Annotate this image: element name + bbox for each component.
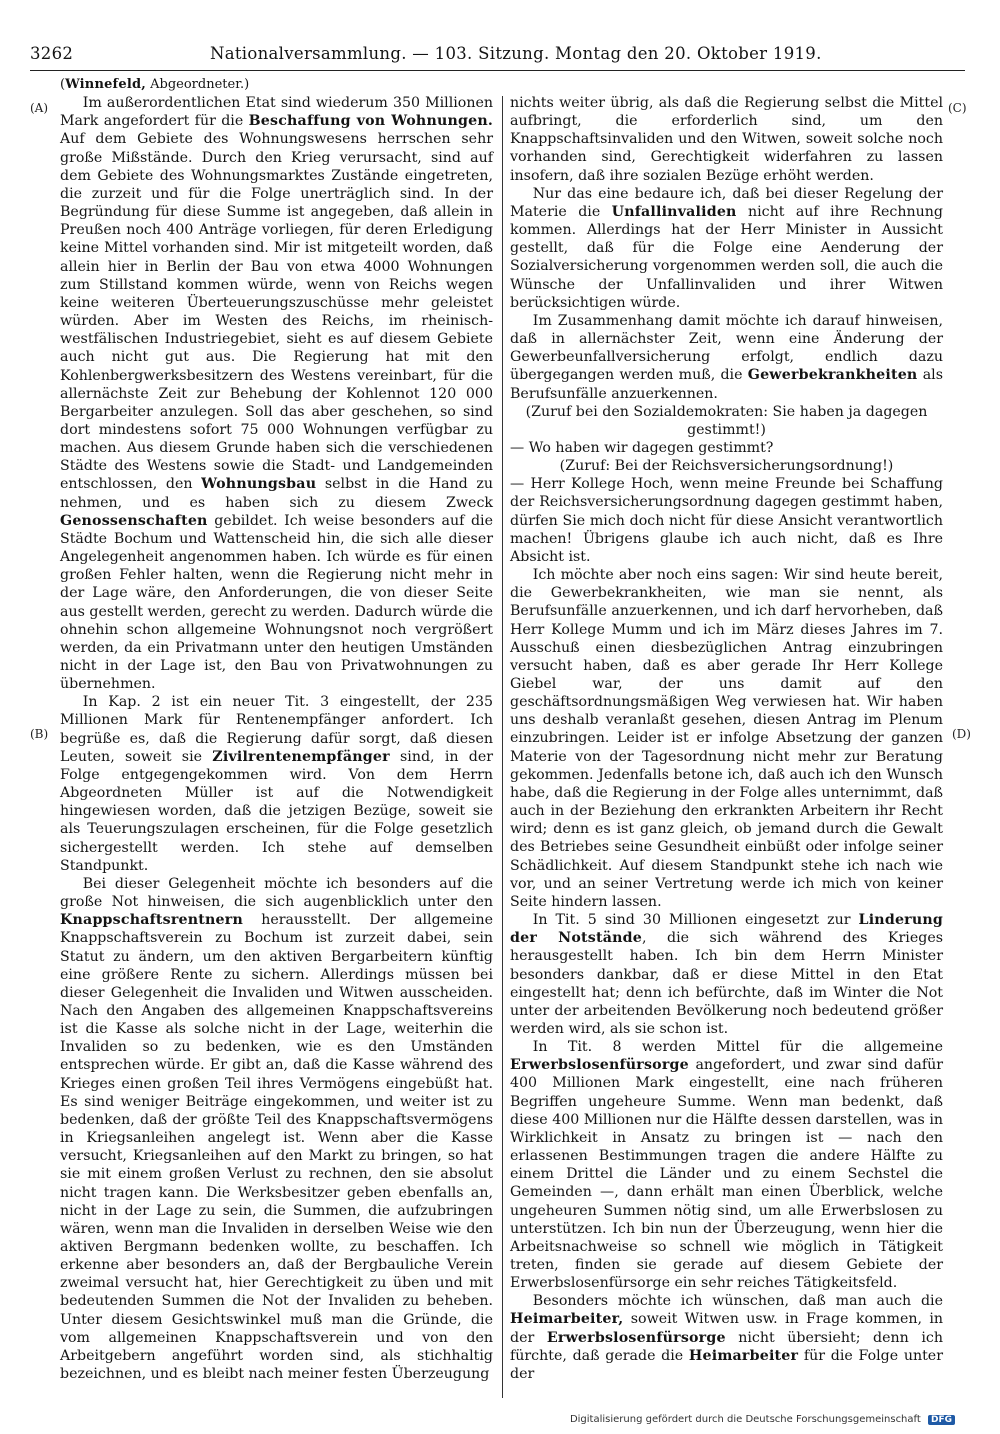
emphasis: Heimarbeiter <box>688 1347 799 1364</box>
emphasis: Beschaffung von Wohnungen. <box>248 113 493 130</box>
text-run: soweit Witwen usw. in Frage kommen, in der <box>510 1311 943 1346</box>
text-run: Auf dem Gebiete des Wohnungswesens herrschen sehr große Mißstände. Durch den Krieg verursacht, sind auf dem Gebiete des Wohnungsmarktes Zustände eingetreten, die zurzeit und für die Folge unerträglich sind. In der Begründung für diese Summe ist angegeben, daß allein in Preußen noch 400 Anträge vorliegen, für deren Erledigung keine Mittel vorhanden sind. Mir ist mitgeteilt worden, daß allein hier in Berlin der Bau von etwa 4000 Wohnungen zum Stillstand kommen würde, wenn von Reichs wegen keine weiteren Überteuerungszuschüsse mehr geleistet würden. Aber im Westen des Reichs, im rheinisch-westfälischen Industriegebiet, sieht es auf diesem Gebiete auch nicht gut aus. Die Regierung hat mit den Kohlenbergwerksbesitzern des Westens vereinbart, für die allernächste Zeit zur Behebung der Kohlennot 120 000 Bergarbeiter anzulegen. Soll das aber geschehen, so sind dort mindestens sofort 75 000 Wohnungen verfügbar zu machen. Aus diesem Grunde haben sich die verschiedenen Städte des Westens sowie die Stadt- und Landgemeinden entschlossen, den <box>60 131 493 493</box>
paragraph: Ich möchte aber noch eins sagen: Wir sind heute bereit, die Gewerbekrankheiten, wie man sie nennt, als Berufsunfälle anzuerkennen, und ich darf hervorheben, daß Herr Kollege Mumm und ich im März dieses Jahres im 7. Ausschuß einen diesbezüglichen Antrag einzubringen versucht haben, daß es aber gerade Ihr Herr Kollege Giebel war, der uns damit auf den geschäftsordnungsmäßigen Weg verwiesen hat. Wir haben uns deshalb veranlaßt gesehen, diesen Antrag im Plenum einzubringen. Leider ist er infolge Absetzung der ganzen Materie von der Tagesordnung nicht mehr zur Beratung gekommen. Jedenfalls betone ich, daß auch ich den Wunsch habe, daß die Regierung in der Folge alles unternimmt, daß auch in der Beziehung den erkrankten Arbeitern ihr Recht wird; denn es ist ganz gleich, ob jemand durch die Gewalt des Betriebes seine Gesundheit einbüßt oder infolge seiner Schädlichkeit. Auf diesem Standpunkt stehe ich nach wie vor, und an seiner Vertretung werde ich mich von keiner Seite hindern lassen. <box>510 567 943 910</box>
text-run: In Tit. 8 werden Mittel für die allgemeine <box>532 1039 943 1056</box>
emphasis: Gewerbekrankheiten <box>747 367 918 384</box>
paragraph: nichts weiter übrig, als daß die Regierung selbst die Mittel aufbringt, die erforderlich sind, um den Knappschaftsinvaliden und den Witwen, soweit solche noch vorhanden sind, Gerechtigkeit widerfahren zu lassen insofern, daß ihre sozialen Bezüge erhöht werden. <box>510 95 943 184</box>
text-run: In Tit. 5 sind 30 Millionen eingesetzt zur <box>532 912 859 929</box>
paragraph <box>60 94 493 693</box>
text-run: selbst in die Hand zu nehmen, und es haben sich zu diesem Zweck <box>60 476 494 511</box>
text-run: als Berufsunfälle anzuerkennen. <box>510 367 943 402</box>
header-rule <box>30 70 965 71</box>
emphasis: Erwerbslosenfürsorge <box>510 1057 689 1074</box>
text-run: gebildet. Ich weise besonders auf die Städte Bochum und Wattenscheid hin, die sich alle dieser Angelegenheit angenommen haben. Ich würde es für einen großen Fehler halten, wenn die Regierung nicht mehr in der Lage wäre, den Anforderungen, die von dieser Seite aus gestellt werden, gerecht zu werden. Dadurch würde die ohnehin schon allgemeine Wohnungsnot noch vergrößert werden, da ein Privatmann unter den heutigen Umständen nicht in der Lage ist, den Bau von Privatwohnungen zu übernehmen. <box>60 512 494 693</box>
text-run: Im Zusammenhang damit möchte ich darauf hinweisen, daß in allernächster Zeit, wenn eine Änderung der Gewerbeunfallversicherung erfolgt, endlich dazu übergegangen werden muß, die <box>510 312 943 384</box>
column-divider <box>502 96 503 1398</box>
text-run: sind, in der Folge entgegengekommen wird. Von dem Herrn Abgeordneten Müller ist auf die Notwendigkeit hingewiesen worden, daß die jetzigen Bezüge, soweit sie als Teuerungszulagen erscheinen, für die Folge gesetzlich sichergestellt werden. Ich stehe auf demselben Standpunkt. <box>60 748 494 874</box>
paragraph <box>510 1038 943 1292</box>
emphasis: Erwerbslosenfürsorge <box>546 1329 726 1346</box>
emphasis: Heimarbeiter, <box>510 1311 624 1328</box>
margin-mark-c: (C) <box>948 101 967 115</box>
right-column <box>510 94 943 1383</box>
margin-mark-b: (B) <box>30 727 49 741</box>
paragraph: — Herr Kollege Hoch, wenn meine Freunde bei Schaffung der Reichsversicherungsordnung dagegen gestimmt haben, dürfen Sie mich doch nicht für diese Ansicht verantwortlich machen! Übrigens glaube ich auch nicht, daß es Ihre Absicht ist. <box>510 476 943 565</box>
text-run: für die Folge unter der <box>510 1347 943 1382</box>
emphasis: Zivilrentenempfänger <box>212 748 390 765</box>
emphasis: Unfallinvaliden <box>611 203 737 220</box>
text-run: nicht übersieht; denn ich fürchte, daß gerade die <box>510 1329 943 1364</box>
text-run: herausstellt. Der allgemeine Knappschaftsverein zu Bochum ist zurzeit dabei, sein Statut zu ändern, um den aktiven Bergarbeitern künftig eine größere Rente zu sichern. Allerdings müssen bei dieser Gelegenheit die Invaliden und Witwen ausscheiden. Nach den Angaben des allgemeinen Knappschaftsvereins ist die Kasse als solche nicht in der Lage, weiterhin die Invaliden so zu bedenken, wie es den Umständen entsprechen würde. Er gibt an, daß die Kasse während des Krieges einen großen Teil ihres Vermögens eingebüßt hat. Es sind weniger Beiträge eingekommen, und weiter ist zu bedenken, daß der größte Teil des Knappschaftsvermögens in Kriegsanleihen angelegt ist. Wenn aber die Kasse versucht, Kriegsanleihen auf den Markt zu bringen, so hat sie mit einem großen Verlust zu rechnen, den sie absolut nicht tragen kann. Die Werksbesitzer geben ebenfalls an, nicht in der Lage zu sein, die Summen, die aufzubringen wären, wenn man die Invaliden in derselben Weise wie den aktiven Bergmann bedenken wollte, zu beschaffen. Ich erkenne aber besonders an, daß der Bergbauliche Verein zweimal versucht hat, hier Gerechtigkeit zu üben und mit bedeutenden Summen die Not der Invaliden zu beheben. Unter diesem Gesichtswinkel muß man die Gründe, die vom allgemeinen Knappschaftsverein und von den Arbeitgebern angeführt worden sind, als stichhaltig bezeichnen, und es bleibt nach meiner festen Überzeugung <box>60 912 493 1383</box>
margin-mark-d: (D) <box>952 727 971 741</box>
left-column <box>60 76 493 1383</box>
text-run: Bei dieser Gelegenheit möchte ich besonders auf die große Not hinweisen, die sich augenblicklich unter den <box>60 875 493 911</box>
interjection: (Zuruf bei den Sozialdemokraten: Sie haben ja dagegen gestimmt!) <box>525 403 928 438</box>
speaker-line: (Winnefeld, Abgeordneter.) <box>60 77 250 92</box>
speaker-role: Abgeordneter. <box>150 77 245 92</box>
text-run: , die sich während des Krieges herausgestellt haben. Ich bin dem Herrn Minister besonders dankbar, daß er diese Mittel in den Etat eingestellt hat; denn ich befürchte, daß im Winter die Not unter der arbeitenden Bevölkerung noch bedeutend größer werden wird, als sie schon ist. <box>510 930 943 1037</box>
paragraph <box>60 693 493 875</box>
paragraph <box>510 185 943 312</box>
paragraph <box>510 1292 943 1383</box>
emphasis: Knappschaftsrentnern <box>60 912 243 929</box>
speaker-name: Winnefeld, <box>65 77 146 92</box>
text-run: In Kap. 2 ist ein neuer Tit. 3 eingestellt, der 235 Millionen Mark für Rentenempfänger anfordert. Ich begrüße es, daß die Regierung dafür sorgt, daß diesen Leuten, soweit sie <box>60 694 493 765</box>
text-run: Besonders möchte ich wünschen, daß man auch die <box>532 1293 943 1310</box>
paragraph <box>60 875 493 1383</box>
emphasis: Genossenschaften <box>60 512 208 529</box>
margin-mark-a: (A) <box>30 101 49 115</box>
text-run: angefordert, und zwar sind dafür 400 Millionen Mark eingestellt, eine nach früheren Begriffen ungeheure Summe. Wenn man bedenkt, daß diese 400 Millionen nur die Hälfte dessen darstellen, was in Wirklichkeit in Ansatz zu bringen ist — nach den erlassenen Bestimmungen tragen die andere Hälfte zu einem Drittel die Länder und zu einem Sechstel die Gemeinden —, dann erhält man einen Überblick, welche ungeheuren Summen nötig sind, um alle Erwerbslosen zu unterstützen. Ich bin nun der Überzeugung, wenn hier die Arbeitsnachweise so schnell wie möglich in Tätigkeit treten, finden sie gerade auf diesem Gebiete der Erwerbslosenfürsorge ein sehr reiches Tätigkeitsfeld. <box>510 1057 943 1292</box>
interjection: (Zuruf: Bei der Reichsversicherungsordnung!) <box>559 458 894 475</box>
dfg-logo-icon: DFG <box>928 1415 955 1425</box>
running-title: Nationalversammlung. — 103. Sitzung. Montag den 20. Oktober 1919. <box>210 44 822 63</box>
footer-text: Digitalisierung gefördert durch die Deutsche Forschungsgemeinschaft <box>569 1414 921 1425</box>
footer-credit <box>570 1414 955 1425</box>
paragraph <box>510 911 943 1038</box>
emphasis: Wohnungsbau <box>201 476 317 493</box>
page-number: 3262 <box>30 44 74 63</box>
page-header <box>30 44 965 70</box>
paragraph: — Wo haben wir dagegen gestimmt? <box>510 439 774 456</box>
paragraph <box>510 312 943 403</box>
text-run: Nur das eine bedaure ich, daß bei dieser Regelung der Materie die <box>510 185 943 220</box>
text-run: Im außerordentlichen Etat sind wiederum 350 Millionen Mark angefordert für die <box>60 95 493 130</box>
text-run: nicht auf ihre Rechnung kommen. Allerdings hat der Herr Minister in Aussicht gestellt, daß für die Folge eine Aenderung der Sozialversicherung vorgenommen werden soll, die auch die Wünsche der Unfallinvaliden und ihrer Witwen berücksichtigen würde. <box>510 203 943 311</box>
emphasis: Linderung der Notstände <box>510 912 943 947</box>
